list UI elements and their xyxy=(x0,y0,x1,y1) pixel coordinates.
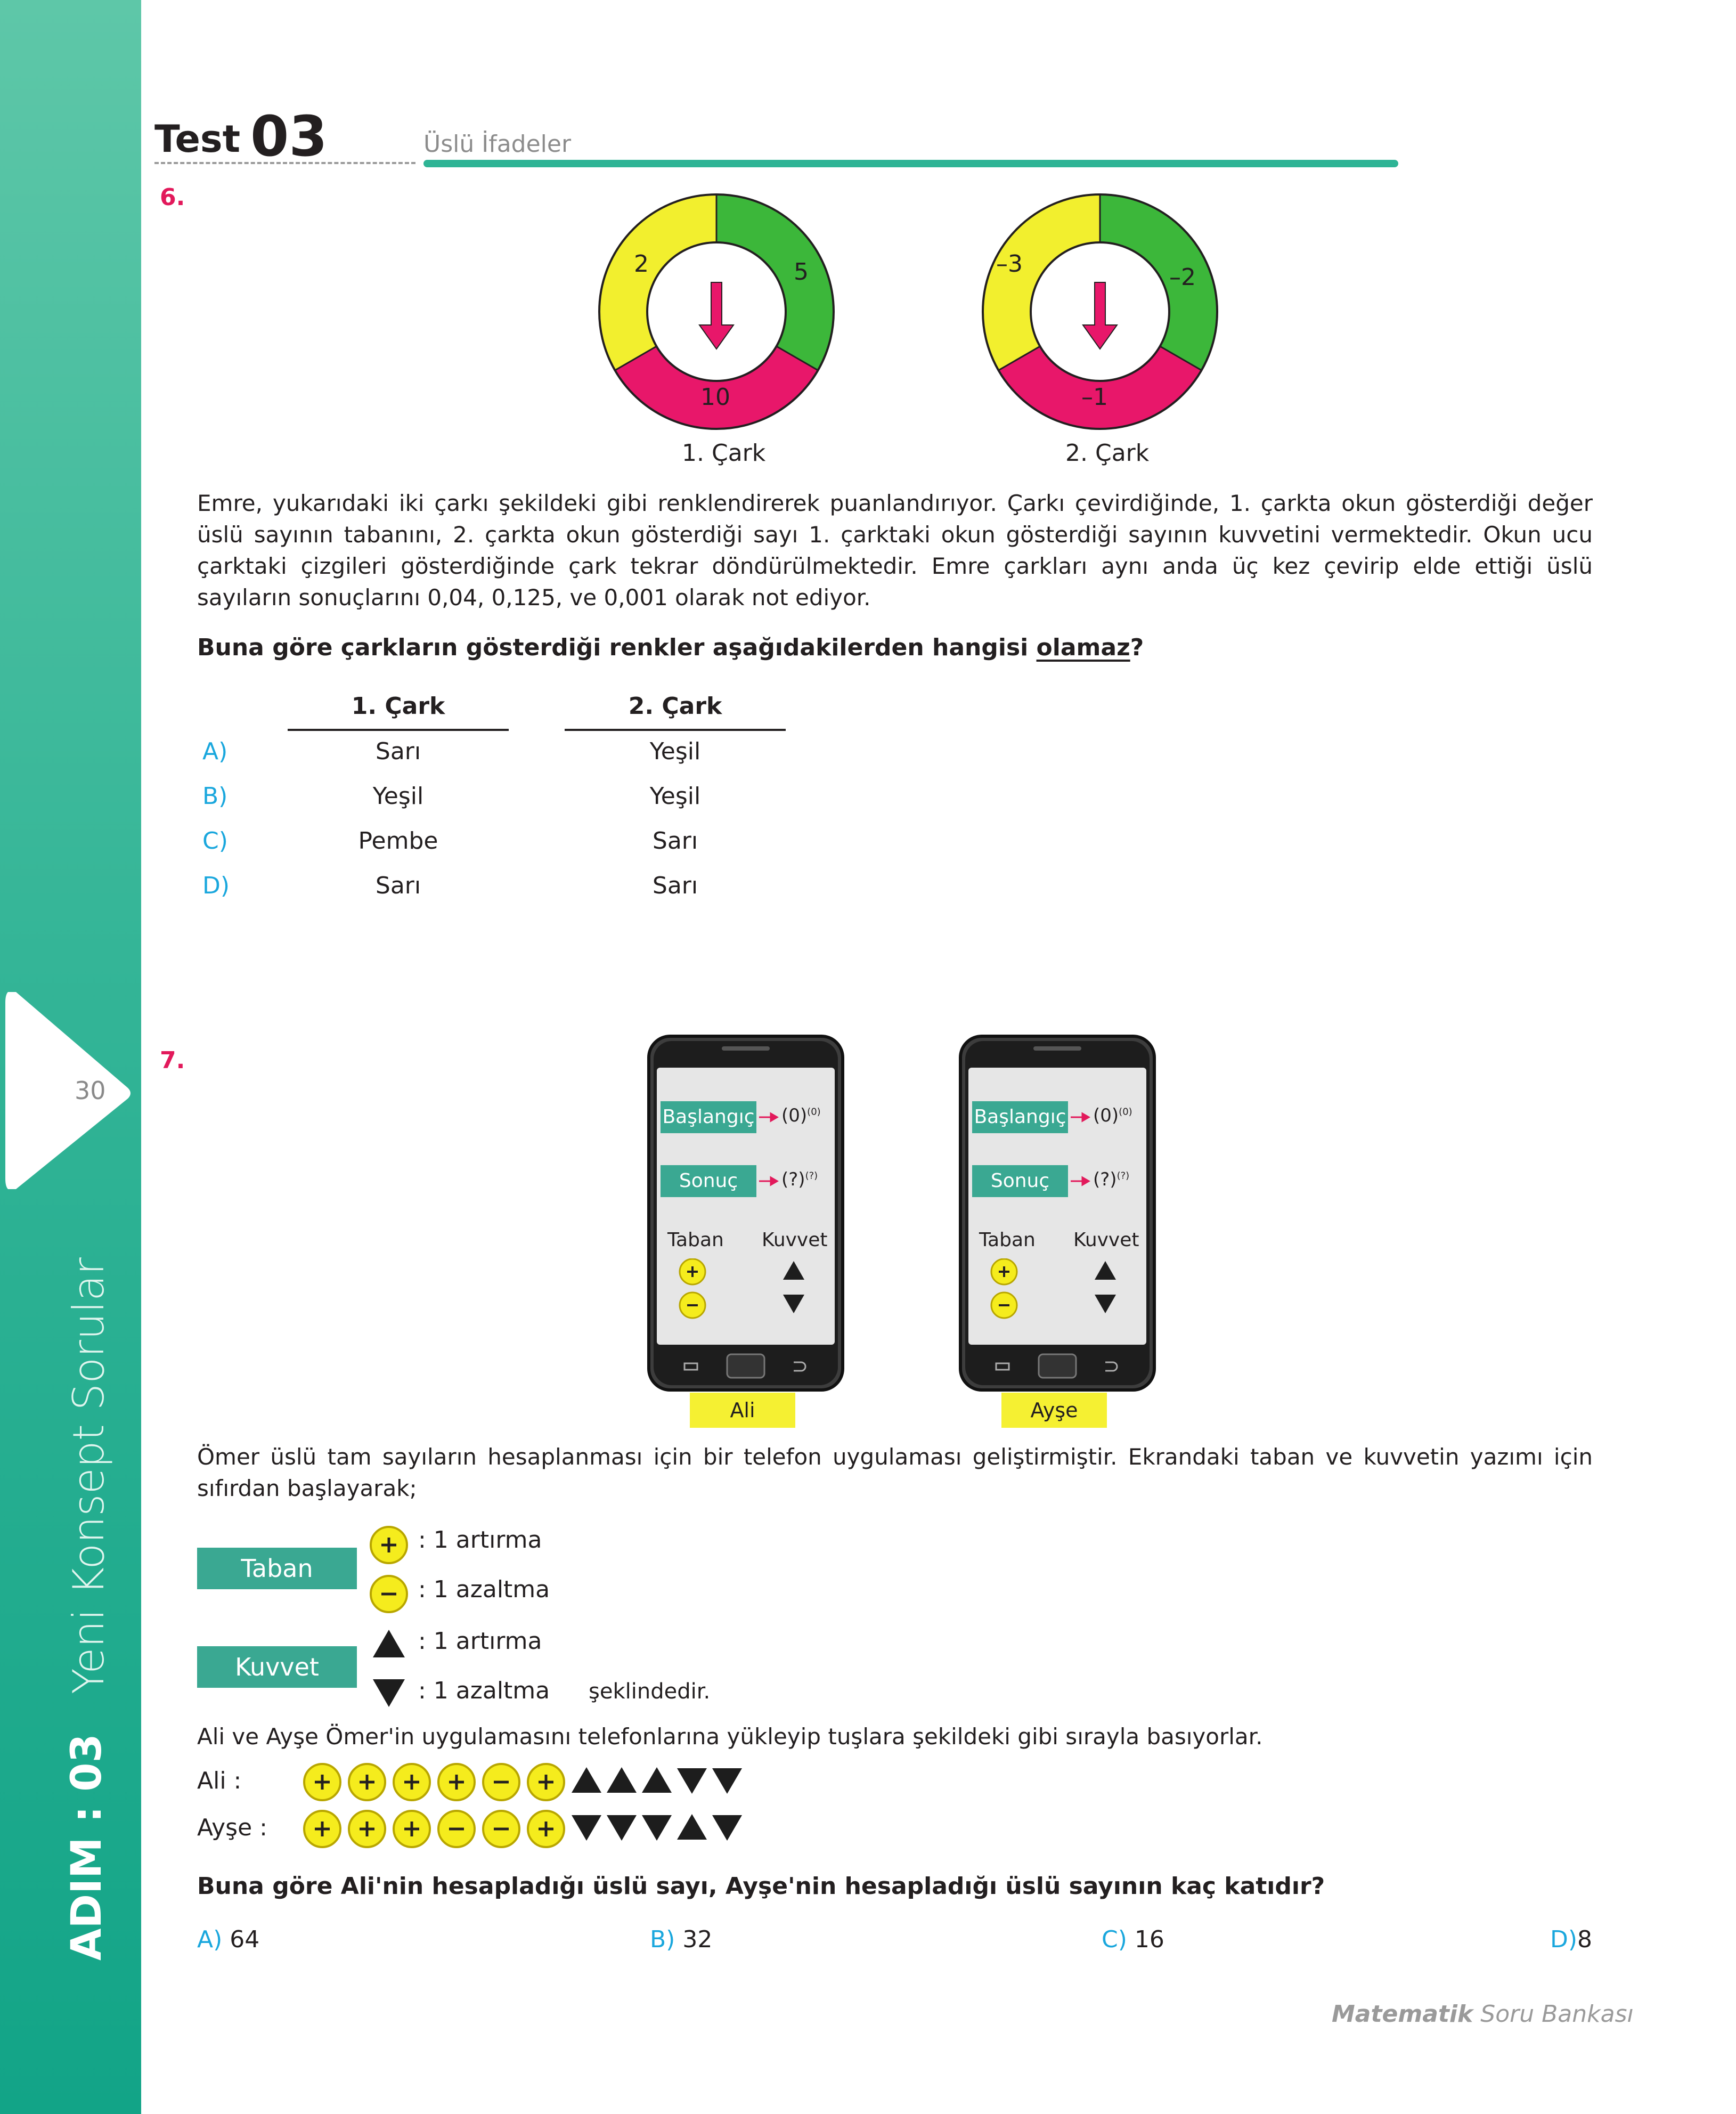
question-7-number: 7. xyxy=(160,1047,185,1074)
arrow-right-icon xyxy=(1071,1176,1092,1186)
option-wheel-1-color: Pembe xyxy=(358,827,438,855)
question-6-number: 6. xyxy=(160,184,185,211)
phone-start-value: $(0)^{(0)}$ xyxy=(781,1105,821,1126)
option-wheel-2-color: Yeşil xyxy=(649,738,701,765)
triangle-up-icon xyxy=(642,1767,672,1793)
ali-label: Ali : xyxy=(197,1767,242,1794)
phone-power-label: Kuvvet xyxy=(1073,1229,1139,1251)
header-dashed-line xyxy=(154,162,415,164)
table-header-wheel-2: 2. Çark xyxy=(628,693,722,720)
phone-owner-ali: Ali xyxy=(690,1393,795,1428)
plus-key-icon xyxy=(349,1811,385,1847)
table-rule-2 xyxy=(565,729,786,731)
question-7-prompt: Buna göre Ali'nin hesapladığı üslü sayı, Ayşe'nin hesapladığı üslü sayının kaç katıdır? xyxy=(197,1873,1325,1900)
question-6-prompt: Buna göre çarkların gösterdiği renkler aşağıdakilerden hangisi olamaz? xyxy=(197,634,1144,661)
page-number: 30 xyxy=(75,1076,106,1105)
phone-result-label: Sonuç xyxy=(972,1165,1068,1197)
plus-key-icon xyxy=(528,1811,564,1847)
triangle-down-icon xyxy=(572,1815,601,1841)
plus-key-icon xyxy=(394,1811,430,1847)
phone-start-label: Başlangıç xyxy=(661,1101,756,1133)
test-word: Test xyxy=(154,117,241,161)
option-row-c[interactable] xyxy=(202,827,788,859)
table-header-wheel-1: 1. Çark xyxy=(351,693,445,720)
plus-key-icon xyxy=(394,1764,430,1800)
phone-result-value: (?)(?) xyxy=(781,1169,818,1190)
minus-key-icon xyxy=(438,1811,475,1847)
phone-base-label: Taban xyxy=(979,1229,1036,1251)
wheel-2-yellow-value: –3 xyxy=(996,250,1023,278)
phone-base-keys[interactable] xyxy=(677,1258,708,1322)
option-wheel-1-color: Sarı xyxy=(375,738,421,765)
option-row-b[interactable] xyxy=(202,783,788,815)
option-wheel-2-color: Sarı xyxy=(652,827,698,855)
phone-body xyxy=(647,1035,844,1392)
option-letter: D) xyxy=(202,872,230,899)
table-rule-1 xyxy=(288,729,509,731)
footer: Matematik Soru Bankası xyxy=(1332,2001,1634,2028)
phone-result-label: Sonuç xyxy=(661,1165,756,1197)
phone-start-label: Başlangıç xyxy=(972,1101,1068,1133)
legend-up-text: : 1 artırma xyxy=(418,1628,542,1655)
wheel-2-label: 2. Çark xyxy=(1065,440,1150,467)
option-wheel-2-color: Yeşil xyxy=(649,783,701,810)
plus-key-icon xyxy=(438,1764,475,1800)
plus-key-icon xyxy=(349,1764,385,1800)
answer-c[interactable]: C) 16 xyxy=(1102,1926,1164,1953)
phone-power-keys[interactable] xyxy=(778,1258,810,1322)
phone-ayse xyxy=(959,1035,1156,1392)
legend-power-box: Kuvvet xyxy=(197,1646,357,1688)
option-row-d[interactable] xyxy=(202,872,788,904)
triangle-up-icon xyxy=(677,1814,707,1840)
series-title: Yeni Konsept Sorular xyxy=(64,1257,113,1694)
ayse-key-sequence xyxy=(302,1808,752,1850)
phone-power-keys[interactable] xyxy=(1089,1258,1121,1322)
option-letter: B) xyxy=(202,783,228,810)
arrow-right-icon xyxy=(759,1176,780,1186)
option-wheel-1-color: Sarı xyxy=(375,872,421,899)
legend-base-box: Taban xyxy=(197,1548,357,1589)
ayse-label: Ayşe : xyxy=(197,1814,267,1841)
answer-b[interactable]: B) 32 xyxy=(650,1926,713,1953)
phone-start-value: $(0)^{(0)}$ xyxy=(1093,1105,1132,1126)
wheel-2-green-value: –2 xyxy=(1169,264,1196,291)
triangle-down-icon xyxy=(372,1678,406,1708)
header-topic: Üslü İfadeler xyxy=(423,131,572,158)
legend-down-text: : 1 azaltma xyxy=(418,1677,550,1704)
triangle-down-icon xyxy=(677,1768,707,1794)
phone-power-label: Kuvvet xyxy=(762,1229,828,1251)
triangle-down-icon xyxy=(712,1815,742,1841)
phone-base-label: Taban xyxy=(667,1229,724,1251)
minus-key-icon xyxy=(368,1573,410,1615)
wheel-1-yellow-value: 2 xyxy=(634,250,649,278)
wheel-2-pink-value: –1 xyxy=(1081,384,1108,411)
phone-base-keys[interactable] xyxy=(988,1258,1020,1322)
key-sequence-svg xyxy=(302,1761,752,1803)
test-number: 03 xyxy=(250,104,328,169)
header-bar xyxy=(423,160,1398,167)
plus-key-icon xyxy=(528,1764,564,1800)
phone-owner-ayse: Ayşe xyxy=(1001,1393,1107,1428)
answer-a[interactable]: A) 64 xyxy=(197,1926,260,1953)
option-letter: A) xyxy=(202,738,228,765)
triangle-down-icon xyxy=(712,1768,742,1794)
wheel-1 xyxy=(594,189,839,434)
question-6-emphasis: olamaz xyxy=(1036,634,1130,661)
phone-body xyxy=(959,1035,1156,1392)
legend-tail: şeklindedir. xyxy=(589,1679,711,1704)
ali-key-sequence xyxy=(302,1761,752,1803)
triangle-down-icon xyxy=(642,1815,672,1841)
question-7-paragraph: Ömer üslü tam sayıların hesaplanması için bir telefon uygulaması geliştirmiştir. Ekrandaki taban ve kuvvetin yazımı için sıfırdan başlayarak; xyxy=(197,1444,1593,1501)
phone-result-value: (?)(?) xyxy=(1093,1169,1130,1190)
page-number-marker xyxy=(5,992,133,1189)
arrow-right-icon xyxy=(759,1112,780,1123)
plus-key-icon xyxy=(368,1524,410,1566)
legend-plus-text: : 1 artırma xyxy=(418,1526,542,1554)
wheel-1-label: 1. Çark xyxy=(682,440,766,467)
option-wheel-2-color: Sarı xyxy=(652,872,698,899)
minus-key-icon xyxy=(483,1811,519,1847)
triangle-down-icon xyxy=(607,1815,637,1841)
wheel-1-green-value: 5 xyxy=(794,258,809,286)
arrow-right-icon xyxy=(1071,1112,1092,1123)
triangle-up-icon xyxy=(572,1767,601,1793)
option-row-a[interactable] xyxy=(202,738,788,770)
wheel-1-pink-value: 10 xyxy=(700,384,730,411)
step-label: ADIM : 03 xyxy=(63,1734,111,1961)
question-6-paragraph: Emre, yukarıdaki iki çarkı şekildeki gibi renklendirerek puanlandırıyor. Çarkı çevirdiğinde, 1. çarkta okun gösterdiği değer üslü sayının tabanını, 2. çarkta okun gösterdiği sayı 1. çarktaki okun gösterdiği sayının kuvvetini vermektedir. Okun ucu çarktaki çizgileri gösterdiğinde çark tekrar döndürülmektedir. Emre çarkları aynı anda üç kez çevirip elde ettiği üslü sayıların sonuçlarını 0,04, 0,125, ve 0,001 olarak not ediyor. xyxy=(197,490,1593,611)
plus-key-icon xyxy=(304,1764,340,1800)
phone-ali xyxy=(647,1035,844,1392)
minus-key-icon xyxy=(483,1764,519,1800)
answer-d[interactable]: D)8 xyxy=(1550,1926,1593,1953)
option-letter: C) xyxy=(202,827,228,855)
triangle-up-icon xyxy=(372,1629,406,1658)
wheel-2 xyxy=(977,189,1222,434)
sequence-intro: Ali ve Ayşe Ömer'in uygulamasını telefonlarına yükleyip tuşlara şekildeki gibi sırayla basıyorlar. xyxy=(197,1723,1263,1750)
legend-minus-text: : 1 azaltma xyxy=(418,1576,550,1603)
key-sequence-svg xyxy=(302,1808,752,1850)
option-wheel-1-color: Yeşil xyxy=(372,783,424,810)
triangle-up-icon xyxy=(607,1767,637,1793)
plus-key-icon xyxy=(304,1811,340,1847)
